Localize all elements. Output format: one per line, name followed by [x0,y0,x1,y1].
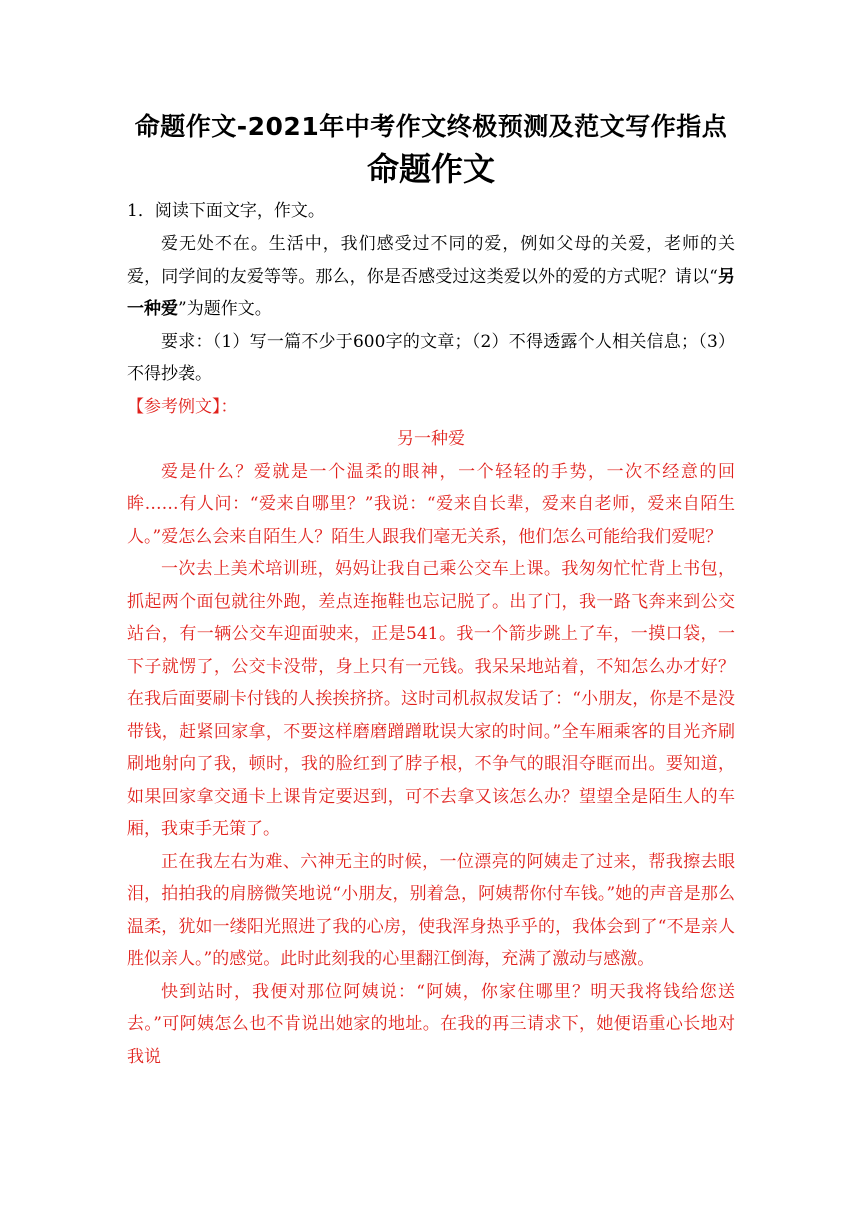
essay-title: 另一种爱 [397,429,465,449]
question-prompt [127,228,735,326]
essay-paragraph-2: 一次去上美术培训班，妈妈让我自己乘公交车上课。我匆匆忙忙背上书包，抓起两个面包就往外跑，差点连拖鞋也忘记脱了。出了门，我一路飞奔来到公交站台，有一辆公交车迎面驶来，正是541。我一个箭步跳上了车，一摸口袋，一下子就愣了，公交卡没带，身上只有一元钱。我呆呆地站着，不知怎么办才好？在我后面要刷卡付钱的人挨挨挤挤。这时司机叔叔发话了：“小朋友，你是不是没带钱，赶紧回家拿，不要这样磨磨蹭蹭耽误大家的时间。”全车厢乘客的目光齐刷刷地射向了我，顿时，我的脸红到了脖子根，不争气的眼泪夺眶而出。要知道，如果回家拿交通卡上课肯定要迟到，可不去拿又该怎么办？望望全是陌生人的车厢，我束手无策了。 [127,559,735,839]
question-requirements: 要求：（1）写一篇不少于600字的文章；（2）不得透露个人相关信息；（3）不得抄袭。 [127,331,735,384]
essay-paragraph-3: 正在我左右为难、六神无主的时候，一位漂亮的阿姨走了过来，帮我擦去眼泪，拍拍我的肩膀微笑地说“小朋友，别着急，阿姨帮你付车钱。”她的声音是那么温柔，犹如一缕阳光照进了我的心房，使我浑身热乎乎的，我体会到了“不是亲人胜似亲人。”的感觉。此时此刻我的心里翻江倒海，充满了激动与感激。 [127,851,735,969]
section-title: 命题作文 [366,150,495,188]
essay-paragraph-4: 快到站时，我便对那位阿姨说：“阿姨，你家住哪里？明天我将钱给您送去。”可阿姨怎么也不肯说出她家的地址。在我的再三请求下，她便语重心长地对我说 [127,981,735,1067]
reference-label: 【参考例文】： [127,396,238,417]
prompt-topic: 另一种爱 [127,266,735,319]
prompt-text-2: ”为题作文。 [178,299,272,319]
document-title: 命题作文-2021年中考作文终极预测及范文写作指点 [134,112,728,141]
question-number: 1．阅读下面文字，作文。 [127,201,325,221]
prompt-text-1: 爱无处不在。生活中，我们感受过不同的爱，例如父母的关爱，老师的关爱，同学间的友爱等等。那么，你是否感受过这类爱以外的爱的方式呢？请以“ [127,234,735,287]
essay-paragraph-1: 爱是什么？爱就是一个温柔的眼神，一个轻轻的手势，一次不经意的回眸……有人问：“爱来自哪里？”我说：“爱来自长辈，爱来自老师，爱来自陌生人。”爱怎么会来自陌生人？陌生人跟我们毫无关系，他们怎么可能给我们爱呢？ [127,461,735,547]
